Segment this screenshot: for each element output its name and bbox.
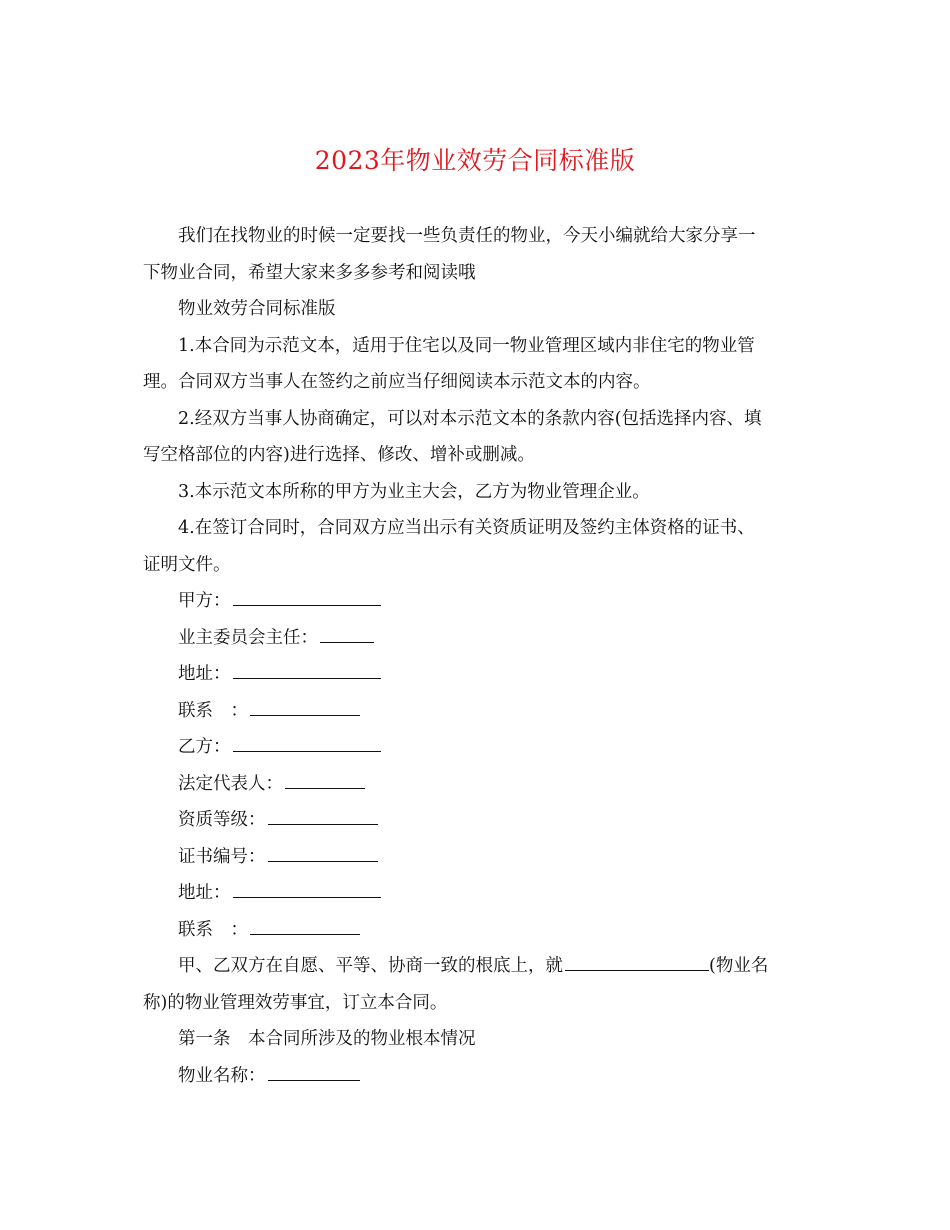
field-legal-rep-blank[interactable] xyxy=(285,768,365,789)
field-qualification-blank[interactable] xyxy=(268,804,378,825)
field-certificate-no-blank[interactable] xyxy=(268,841,378,862)
agreement-line-1-end: (物业名 xyxy=(709,956,769,976)
item-2-line-1: 2.经双方当事人协商确定，可以对本示范文本的条款内容(包括选择内容、填 xyxy=(178,408,762,429)
field-address-b xyxy=(143,875,811,912)
field-address-b-label: 地址： xyxy=(178,883,231,903)
field-committee-director-label: 业主委员会主任： xyxy=(178,627,318,648)
field-party-a xyxy=(143,583,811,620)
field-qualification-label: 资质等级： xyxy=(178,810,266,830)
field-contact-a xyxy=(143,693,811,730)
field-address-a xyxy=(143,656,811,693)
document-title: 2023年物业效劳合同标准版 xyxy=(314,146,636,175)
field-property-name-blank[interactable] xyxy=(268,1060,360,1081)
field-committee-director xyxy=(143,620,811,657)
intro-line-1: 我们在找物业的时候一定要找一些负责任的物业，今天小编就给大家分享一 xyxy=(178,226,756,246)
field-contact-b xyxy=(143,912,811,949)
item-2-line-2: 写空格部位的内容)进行选择、修改、增补或删减。 xyxy=(143,445,535,465)
field-committee-director-blank[interactable] xyxy=(320,622,374,643)
item-4-line-2: 证明文件。 xyxy=(143,554,231,575)
agreement-line-2: 称)的物业管理效劳事宜，订立本合同。 xyxy=(143,992,448,1013)
intro-line-2: 下物业合同，希望大家来多多参考和阅读哦 xyxy=(143,262,476,283)
field-party-b-blank[interactable] xyxy=(233,731,381,752)
agreement-line-1-start: 甲、乙双方在自愿、平等、协商一致的根底上，就 xyxy=(178,956,563,976)
field-property-name-label: 物业名称： xyxy=(178,1065,266,1086)
field-party-b-label: 乙方： xyxy=(178,737,231,757)
field-legal-rep-label: 法定代表人： xyxy=(178,773,283,794)
item-3: 3.本示范文本所称的甲方为业主大会，乙方为物业管理企业。 xyxy=(178,481,650,502)
field-contact-a-label: 联系 ： xyxy=(178,700,248,721)
agreement-line-1 xyxy=(143,948,811,985)
document-body xyxy=(143,218,811,1094)
field-party-a-label: 甲方： xyxy=(178,591,231,611)
field-party-a-blank[interactable] xyxy=(233,585,381,606)
item-1-line-1: 1.本合同为示范文本，适用于住宅以及同一物业管理区域内非住宅的物业管 xyxy=(178,335,755,356)
field-contact-b-label: 联系 ： xyxy=(178,919,248,940)
field-certificate-no-label: 证书编号： xyxy=(178,846,266,867)
field-contact-b-blank[interactable] xyxy=(250,914,360,935)
field-address-a-blank[interactable] xyxy=(233,658,381,679)
field-certificate-no xyxy=(143,839,811,876)
item-1-line-2: 理。合同双方当事人在签约之前应当仔细阅读本示范文本的内容。 xyxy=(143,372,651,392)
field-contact-a-blank[interactable] xyxy=(250,695,360,716)
field-property-name xyxy=(143,1058,811,1095)
article-1-heading: 第一条 本合同所涉及的物业根本情况 xyxy=(178,1029,476,1049)
field-qualification xyxy=(143,802,811,839)
field-party-b xyxy=(143,729,811,766)
field-legal-rep xyxy=(143,766,811,803)
property-name-blank[interactable] xyxy=(565,950,709,971)
subtitle: 物业效劳合同标准版 xyxy=(178,299,336,319)
field-address-b-blank[interactable] xyxy=(233,877,381,898)
field-address-a-label: 地址： xyxy=(178,664,231,684)
item-4-line-1: 4.在签订合同时，合同双方应当出示有关资质证明及签约主体资格的证书、 xyxy=(178,518,755,538)
